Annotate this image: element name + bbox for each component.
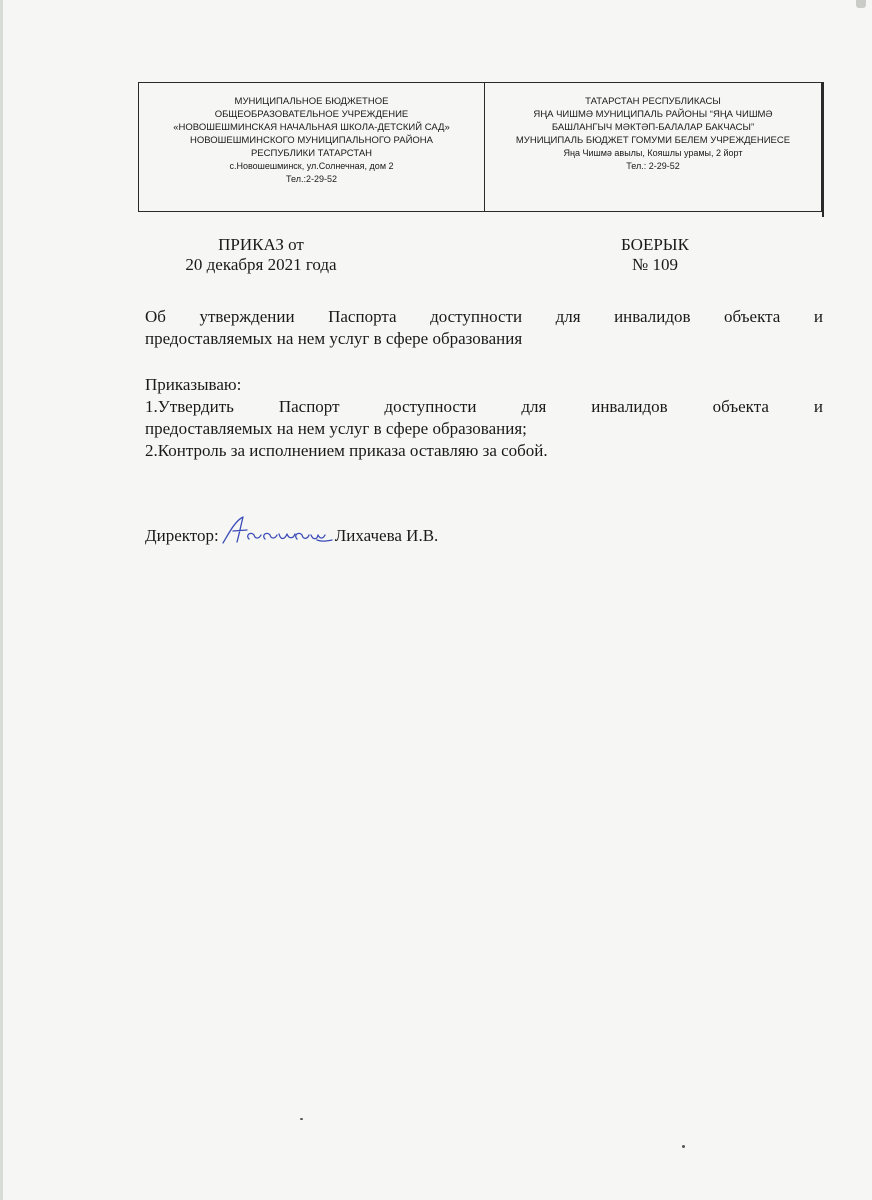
word: Об: [145, 307, 166, 326]
letterhead-line: МУНИЦИПАЛЬ БЮДЖЕТ ГОМУМИ БЕЛЕМ УЧРЕЖДЕНИЕСЕ: [515, 135, 791, 146]
letterhead-line: НОВОШЕШМИНСКОГО МУНИЦИПАЛЬНОГО РАЙОНА: [189, 135, 433, 146]
letterhead-line: ЯҢА ЧИШМӘ МУНИЦИПАЛЬ РАЙОНЫ “ЯҢА ЧИШМӘ: [533, 109, 773, 120]
border-line: [822, 82, 824, 217]
order-intro: Приказываю:: [145, 375, 242, 394]
scan-speck: [682, 1145, 685, 1148]
letterhead-line: «НОВОШЕШМИНСКАЯ НАЧАЛЬНАЯ ШКОЛА-ДЕТСКИЙ САД»: [173, 122, 450, 133]
order-heading: БОЕРЫК: [621, 235, 689, 254]
word: инвалидов: [591, 397, 668, 416]
word: объекта: [712, 397, 769, 416]
order-title-russian: [166, 235, 356, 275]
signature-block: [145, 513, 438, 547]
order-title-tatar: [600, 235, 710, 275]
letterhead-line: ТАТАРСТАН РЕСПУБЛИКАСЫ: [585, 96, 721, 107]
letterhead-phone: Тел.:2-29-52: [286, 174, 337, 184]
word: объекта: [724, 307, 781, 326]
order-heading: ПРИКАЗ от: [218, 235, 304, 254]
letterhead: [138, 82, 822, 212]
letterhead-line: МУНИЦИПАЛЬНОЕ БЮДЖЕТНОЕ: [234, 96, 389, 107]
order-subject: [145, 306, 823, 350]
word: и: [813, 307, 823, 326]
letterhead-tatar: [485, 83, 821, 211]
letterhead-line: БАШЛАНГЫЧ МӘКТӘП-БАЛАЛАР БАКЧАСЫ”: [551, 122, 755, 133]
word: Паспорт: [278, 397, 340, 416]
order-item-2: 2.Контроль за исполнением приказа оставляю за собой.: [145, 441, 548, 460]
page-edge: [0, 0, 3, 1200]
subject-line: [145, 306, 823, 328]
order-item-1-cont: предоставляемых на нем услуг в сфере образования;: [145, 419, 527, 438]
letterhead-phone: Тел.: 2-29-52: [626, 161, 680, 171]
letterhead-address: с.Новошешминск, ул.Солнечная, дом 2: [229, 161, 394, 171]
word: доступности: [384, 397, 477, 416]
director-name: Лихачева И.В.: [334, 526, 439, 545]
word: для: [521, 397, 547, 416]
order-body: [145, 374, 823, 462]
word: 1.Утвердить: [145, 397, 234, 416]
letterhead-address: Яңа Чишмә авылы, Кояшлы урамы, 2 йорт: [563, 148, 743, 158]
subject-line: предоставляемых на нем услуг в сфере образования: [145, 329, 523, 348]
word: доступности: [430, 307, 523, 326]
order-number: № 109: [632, 255, 678, 274]
word: инвалидов: [614, 307, 691, 326]
word: Паспорта: [328, 307, 397, 326]
order-item-1: [145, 396, 823, 418]
letterhead-russian: [139, 83, 485, 211]
scan-speck: [300, 1118, 303, 1120]
word: и: [813, 397, 823, 416]
order-date: 20 декабря 2021 года: [185, 255, 337, 274]
letterhead-line: РЕСПУБЛИКИ ТАТАРСТАН: [250, 148, 373, 159]
scan-corner-mark: [856, 0, 866, 8]
letterhead-line: ОБЩЕОБРАЗОВАТЕЛЬНОЕ УЧРЕЖДЕНИЕ: [214, 109, 409, 120]
handwritten-signature: [221, 513, 333, 547]
word: утверждении: [199, 307, 295, 326]
signature-label: Директор:: [145, 526, 219, 545]
word: для: [555, 307, 581, 326]
